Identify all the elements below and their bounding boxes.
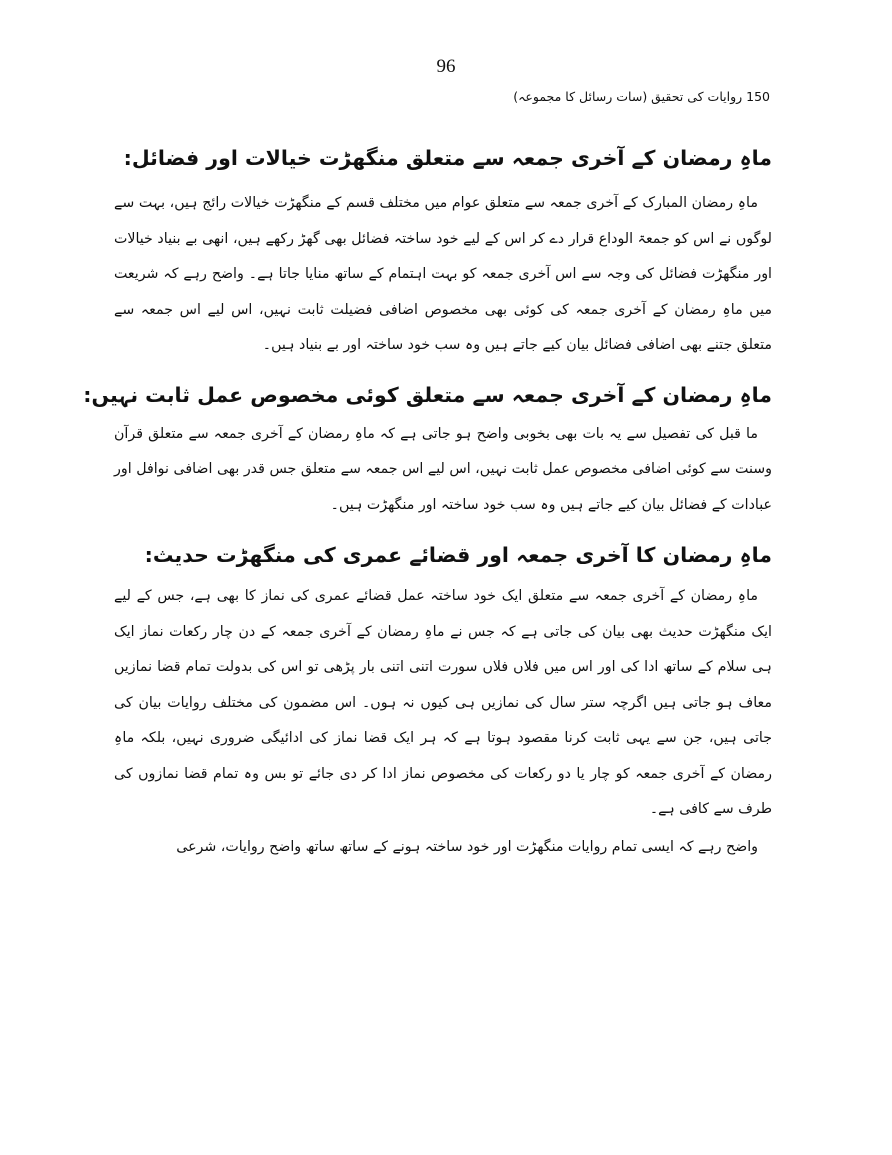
section-heading-1: ماہِ رمضان کے آخری جمعہ سے متعلق منگھڑت خیالات اور فضائل:	[123, 146, 772, 170]
running-header: 150 روایات کی تحقیق (سات رسائل کا مجموعہ)	[513, 89, 770, 104]
section-paragraph-3: ماہِ رمضان کے آخری جمعہ سے متعلق ایک خود ساختہ عمل قضائے عمری کی نماز کا بھی ہے، جس کے لیے ایک منگھڑت حدیث بھی بیان کی جاتی ہے کہ جس نے ماہِ رمضان کے آخری جمعہ کے دن چار رکعات نماز ایک ہی سلام کے ساتھ ادا کی اور اس میں فلاں فلاں سورت اتنی اتنی بار پڑھی تو اس کی بدولت تمام قضا نمازیں معاف ہو جاتی ہیں اگرچہ ستر سال کی نمازیں ہی کیوں نہ ہوں۔ اس مضمون کی مختلف روایات بیان کی جاتی ہیں، جن سے یہی ثابت کرنا مقصود ہوتا ہے کہ ہر ایک قضا نماز کی ادائیگی ضروری نہیں، بلکہ ماہِ رمضان کے آخری جمعہ کو چار یا دو رکعات کی مخصوص نماز ادا کر دی جائے تو بس وہ تمام قضا نمازوں کی طرف سے کافی ہے۔	[114, 588, 772, 817]
section-paragraph-2: ما قبل کی تفصیل سے یہ بات بھی بخوبی واضح ہو جاتی ہے کہ ماہِ رمضان کے آخری جمعہ سے متعلق قرآن وسنت سے کوئی اضافی مخصوص عمل ثابت نہیں، اس لیے اس جمعہ سے متعلق جس قدر بھی اضافی نوافل اور عبادات کے فضائل بیان کیے جاتے ہیں وہ سب خود ساختہ اور منگھڑت ہیں۔	[114, 425, 772, 513]
section-paragraph-1: ماہِ رمضان المبارک کے آخری جمعہ سے متعلق عوام میں مختلف قسم کے منگھڑت خیالات رائج ہیں، بہت سے لوگوں نے اس کو جمعۃ الوداع قرار دے کر اس کے لیے خود ساختہ فضائل بھی گھڑ رکھے ہیں، انھی بے بنیاد خیالات اور منگھڑت فضائل کی وجہ سے اس آخری جمعہ کو بہت اہتمام کے ساتھ منایا جاتا ہے۔ واضح رہے کہ شریعت میں ماہِ رمضان کے آخری جمعہ کی کوئی بھی مخصوص اضافی فضیلت ثابت نہیں، اس لیے اس جمعہ سے متعلق جتنے بھی اضافی فضائل بیان کیے جاتے ہیں وہ سب خود ساختہ اور بے بنیاد ہیں۔	[114, 195, 772, 353]
section-paragraph-3-continuation: واضح رہے کہ ایسی تمام روایات منگھڑت اور خود ساختہ ہونے کے ساتھ ساتھ واضح روایات، شرعی	[176, 838, 758, 855]
section-heading-2: ماہِ رمضان کے آخری جمعہ سے متعلق کوئی مخصوص عمل ثابت نہیں:	[83, 382, 772, 407]
section-heading-3: ماہِ رمضان کا آخری جمعہ اور قضائے عمری کی منگھڑت حدیث:	[144, 543, 772, 567]
page-number: 96	[436, 56, 456, 77]
page-body	[83, 140, 772, 865]
